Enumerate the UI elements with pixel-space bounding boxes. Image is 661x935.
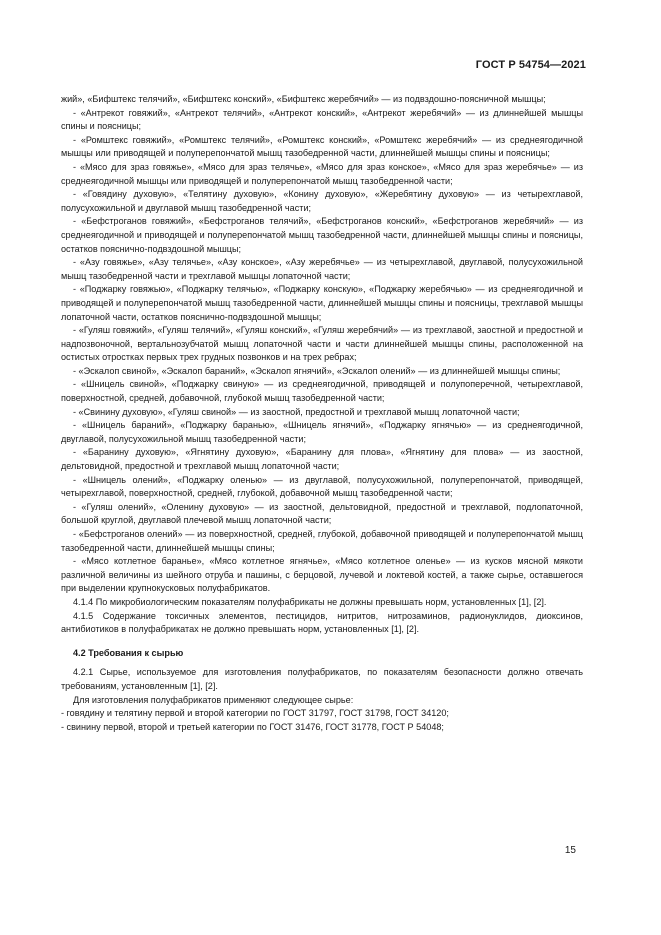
list-item: - «Говядину духовую», «Телятину духовую», «Конину духовую», «Жеребятину духовую» — из четырехглавой, полусухожильной и двуглавой мышц тазобедренной части; bbox=[61, 189, 583, 213]
list-item: - «Антрекот говяжий», «Антрекот телячий», «Антрекот конский», «Антрекот жеребячий» — из длиннейшей мышцы спины и поясницы; bbox=[61, 107, 583, 132]
list-item: - «Азу говяжье», «Азу телячье», «Азу конское», «Азу жеребячье» — из четырехглавой, двуглавой, полусухожильной мышц тазобедренной части и трехглавой мышцы лопаточной части; bbox=[61, 257, 583, 281]
paragraph: Для изготовления полуфабрикатов применяют следующее сырье: bbox=[73, 694, 354, 705]
list-item: - «Мясо для зраз говяжье», «Мясо для зраз телячье», «Мясо для зраз конское», «Мясо для зраз жеребячье» — из среднеягодичной мышцы или приводящей и полуперепончатой мышц тазобедренной части; bbox=[61, 161, 583, 186]
list-item: - «Шницель олений», «Поджарку оленью» — из двуглавой, полусухожильной, полуперепончатой, приводящей, четырехглавой, поверхностной, средней, глубокой, добавочной мышц тазобедренной части; bbox=[61, 474, 583, 499]
section-heading: 4.2 Требования к сырью bbox=[73, 647, 184, 658]
list-item: - «Поджарку говяжью», «Поджарку телячью», «Поджарку конскую», «Поджарку жеребячью» — из среднеягодичной и приводящей и полуперепончатой мышц тазобедренной части, длиннейшей мышцы спины и поясницы, трехглавой мышцы лопаточной части, остатков пояснично-подвздошной мышцы; bbox=[61, 284, 583, 322]
page-number: 15 bbox=[564, 845, 576, 856]
paragraph: жий», «Бифштекс телячий», «Бифштекс конский», «Бифштекс жеребячий» — из подвздошно-поясничной мышцы; bbox=[61, 94, 546, 104]
list-item: - «Ромштекс говяжий», «Ромштекс телячий», «Ромштекс конский», «Ромштекс жеребячий» — из среднеягодичной мышцы или приводящей и полуперепончатой мышц тазобедренной части, длиннейшей мышцы спины и поясницы; bbox=[61, 134, 583, 159]
list-item: - «Гуляш говяжий», «Гуляш телячий», «Гуляш конский», «Гуляш жеребячий» — из трехглавой, заостной и предостной и надпозвоночной, вертальнозубчатой мышц лопаточной части и части длиннейшей мышцы спины, расположенной на остистых отростках первых трех грудных позвонков и на трех ребрах; bbox=[61, 325, 583, 363]
clause-4-1-4: 4.1.4 По микробиологическим показателям полуфабрикаты не должны превышать норм, установленных [1], [2]. bbox=[73, 596, 547, 607]
list-item: - «Гуляш олений», «Оленину духовую» — из заостной, дельтовидной, предостной и трехглавой, подлопаточной, большой круглой, двуглавой плечевой мышц лопаточной части; bbox=[61, 501, 583, 526]
list-item: - «Свинину духовую», «Гуляш свиной» — из заостной, предостной и трехглавой мышц лопаточной части; bbox=[73, 406, 520, 417]
list-item: - «Шницель свиной», «Поджарку свиную» — из среднеягодичной, приводящей и полупоперечной, четырехглавой, поверхностной, средней, добавочной, глубокой мышц тазобедренной части; bbox=[61, 379, 583, 404]
list-item: - свинину первой, второй и третьей категории по ГОСТ 31476, ГОСТ 31778, ГОСТ Р 54048; bbox=[61, 721, 444, 732]
list-item: - «Шницель бараний», «Поджарку баранью», «Шницель ягнячий», «Поджарку ягнячью» — из среднеягодичной, двуглавой, полусухожильной мышц тазобедренной части; bbox=[61, 420, 583, 444]
document-body bbox=[61, 93, 583, 734]
list-item: - «Баранину духовую», «Ягнятину духовую», «Баранину для плова», «Ягнятину для плова» — из заостной, дельтовидной, предостной и трехглавой мышц лопаточной части; bbox=[61, 447, 583, 472]
list-item: - говядину и телятину первой и второй категории по ГОСТ 31797, ГОСТ 31798, ГОСТ 34120; bbox=[61, 708, 449, 719]
list-item: - «Бефстроганов олений» — из поверхностной, средней, глубокой, добавочной приводящей и полуперепончатой мышц тазобедренной части, длиннейшей мышцы спины; bbox=[61, 529, 583, 553]
clause-4-2-1: 4.2.1 Сырье, используемое для изготовления полуфабрикатов, по показателям безопасности должно отвечать требованиям, установленным [1], [2]. bbox=[61, 667, 583, 691]
list-item: - «Эскалоп свиной», «Эскалоп бараний», «Эскалоп ягнячий», «Эскалоп олений» — из длиннейшей мышцы спины; bbox=[73, 365, 561, 376]
list-item: - «Мясо котлетное баранье», «Мясо котлетное ягнячье», «Мясо котлетное оленье» — из кусков мясной мякоти различной величины из шейного отруба и пашины, с берцовой, лучевой и локтевой костей, а также сырье, оставшегося при выделении крупнокусковых полуфабрикатов. bbox=[61, 556, 583, 594]
clause-4-1-5: 4.1.5 Содержание токсичных элементов, пестицидов, нитритов, нитрозаминов, радионуклидов, диоксинов, антибиотиков в полуфабрикатах не должно превышать норм, установленных [1], [2]. bbox=[61, 610, 583, 635]
list-item: - «Бефстроганов говяжий», «Бефстроганов телячий», «Бефстроганов конский», «Бефстроганов жеребячий» — из среднеягодичной и приводящей и полуперепончатой мышц тазобедренной части, длиннейшей мышцы спины и поясницы, остатков пояснично-подвздошной мышцы; bbox=[61, 216, 583, 254]
document-standard-code: ГОСТ Р 54754—2021 bbox=[475, 59, 586, 71]
